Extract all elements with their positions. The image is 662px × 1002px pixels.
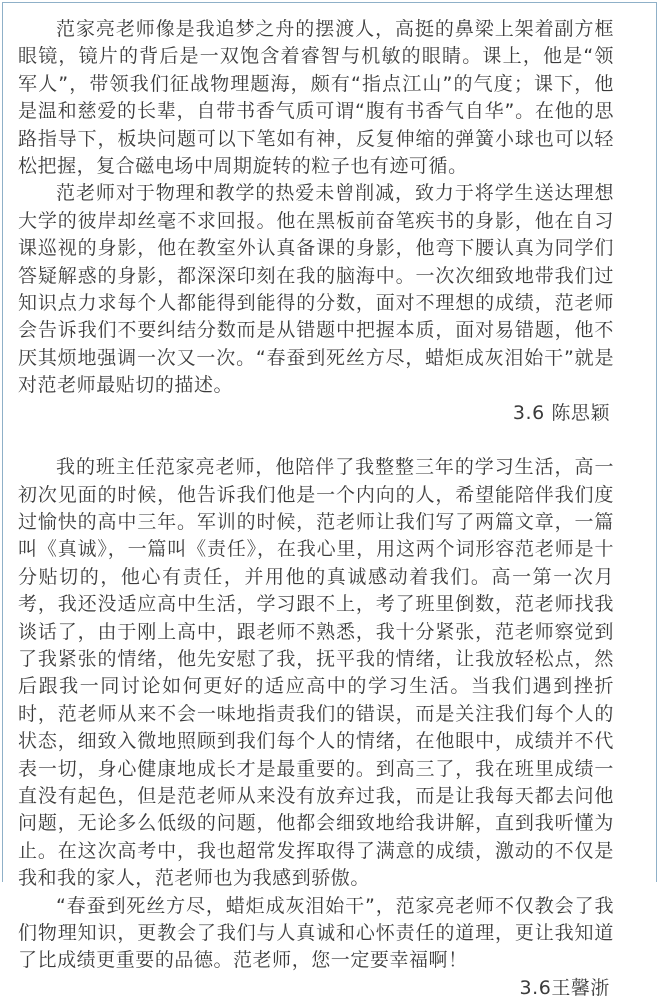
author-signature: 3.6 陈思颖 — [512, 401, 610, 424]
tribute-section-wang-xinzhe — [18, 454, 614, 1002]
article-content — [18, 16, 614, 1002]
paragraph: 我的班主任范家亮老师，他陪伴了我整整三年的学习生活，高一初次见面的时候，他告诉我们他是一个内向的人，希望能陪伴我们度过愉快的高中三年。军训的时候，范老师让我们写了两篇文章，一篇叫《真诚》，一篇叫《责任》，在我心里，用这两个词形容范老师是十分贴切的，他心有责任，并用他的真诚感动着我们。高一第一次月考，我还没适应高中生活，学习跟不上，考了班里倒数，范老师找我谈话了，由于刚上高中，跟老师不熟悉，我十分紧张，范老师察觉到了我紧张的情绪，他先安慰了我，抚平我的情绪，让我放轻松点，然后跟我一同讨论如何更好的适应高中的学习生活。当我们遇到挫折时，范老师从来不会一味地指责我们的错误，而是关注我们每个人的状态，细致入微地照顾到我们每个人的情绪，在他眼中，成绩并不代表一切，身心健康地成长才是最重要的。到高三了，我在班里成绩一直没有起色，但是范老师从来没有放弃过我，而是让我每天都去问他问题，无论多么低级的问题，他都会细致地给我讲解，直到我听懂为止。在这次高考中，我也超常发挥取得了满意的成绩，激动的不仅是我和我的家人，范老师也为我感到骄傲。 — [18, 456, 614, 890]
paragraph: 范老师对于物理和教学的热爱未曾削减，致力于将学生送达理想大学的彼岸却丝毫不求回报。他在黑板前奋笔疾书的身影，他在自习课巡视的身影，他在教室外认真备课的身影，他弯下腰认真为同学们答疑解惑的身影，都深深印刻在我的脑海中。一次次细致地带我们过知识点力求每个人都能得到能得的分数，面对不理想的成绩，范老师会告诉我们不要纠结分数而是从错题中把握本质，面对易错题，他不厌其烦地强调一次又一次。“春蚕到死丝方尽，蜡炬成灰泪始干”就是对范老师最贴切的描述。 — [18, 182, 614, 397]
paragraph: “春蚕到死丝方尽，蜡炬成灰泪始干”，范家亮老师不仅教会了我们物理知识，更教会了我们与人真诚和心怀责任的道理，更让我知道了比成绩更重要的品德。范老师，您一定要幸福啊！ — [18, 894, 614, 972]
paragraph: 范家亮老师像是我追梦之舟的摆渡人，高挺的鼻梁上架着副方框眼镜，镜片的背后是一双饱含着睿智与机敏的眼睛。课上，他是“领军人”，带领我们征战物理题海，颇有“指点江山”的气度；课下，他是温和慈爱的长辈，自带书香气质可谓“腹有书香气自华”。在他的思路指导下，板块问题可以下笔如有神，反复伸缩的弹簧小球也可以轻松把握，复合磁电场中周期旋转的粒子也有迹可循。 — [18, 18, 614, 178]
section-spacer — [18, 427, 614, 454]
tribute-section-chen-siying — [18, 16, 614, 427]
author-signature: 3.6王馨浙 — [519, 976, 610, 999]
